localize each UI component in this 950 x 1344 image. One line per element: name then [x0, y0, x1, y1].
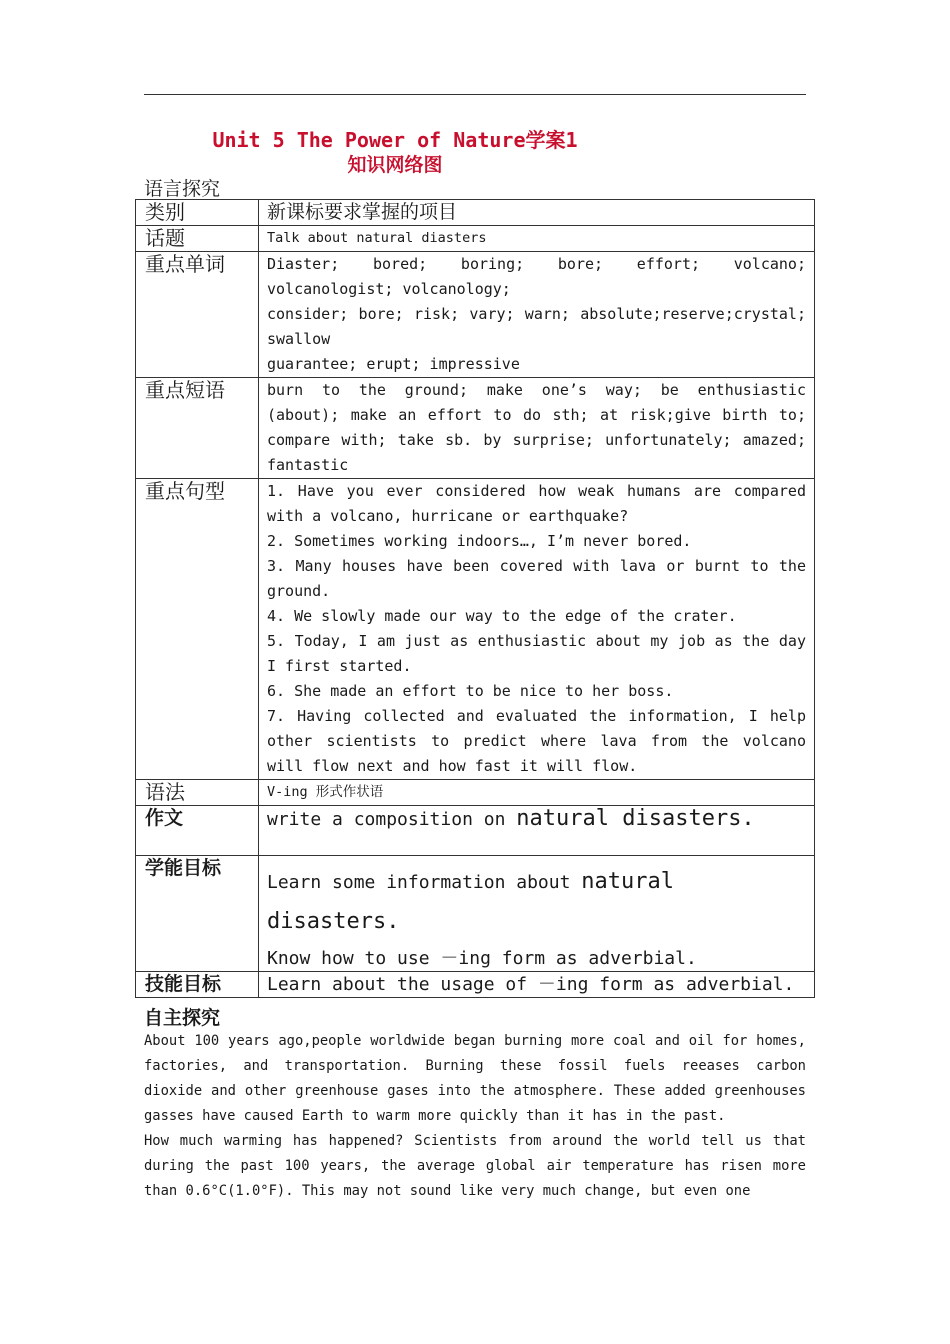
table-value: V-ing 形式作状语 [259, 780, 815, 806]
table-row [136, 972, 815, 998]
table-value: 新课标要求掌握的项目 [259, 200, 815, 226]
writing-text-large: natural disasters. [516, 806, 755, 831]
section-label-self-study: 自主探究 [144, 1007, 221, 1029]
table-value: burn to the ground; make one’s way; be enthusiastic (about); make an effort to do sth; at risk;give birth to; compare with; take sb. by surprise; unfortunately; amazed; fantastic [259, 378, 815, 479]
header-rule [144, 94, 806, 95]
table-key: 语法 [136, 780, 259, 806]
table-key: 重点短语 [136, 378, 259, 479]
table-key: 技能目标 [136, 972, 259, 998]
table-value: Talk about natural diasters [259, 226, 815, 252]
table-key: 重点句型 [136, 479, 259, 780]
table-key: 话题 [136, 226, 259, 252]
table-row [136, 252, 815, 378]
ability-line: Know how to use －ing form as adverbial. [267, 948, 697, 969]
table-key: 作文 [136, 806, 259, 856]
table-row [136, 200, 815, 226]
table-row [136, 226, 815, 252]
table-value [259, 856, 815, 972]
table-row [136, 806, 815, 856]
sentence-item: 7. Having collected and evaluated the information, I help other scientists to predict where lava from the volcano will flow next and how fast it will flow. [267, 707, 806, 775]
sentence-item: 2. Sometimes working indoors…, I’m never bored. [267, 532, 692, 550]
knowledge-table [135, 199, 815, 998]
table-value: Learn about the usage of －ing form as adverbial. [259, 972, 815, 998]
word-line: consider; bore; risk; vary; warn; absolute;reserve;crystal; swallow [267, 305, 806, 348]
table-row [136, 780, 815, 806]
reading-passage [144, 1029, 806, 1204]
sentence-item: 3. Many houses have been covered with lava or burnt to the ground. [267, 557, 806, 600]
word-line: guarantee; erupt; impressive [267, 355, 520, 373]
table-value [259, 806, 815, 856]
document-subtitle: 知识网络图 [347, 154, 443, 176]
passage-paragraph: How much warming has happened? Scientists from around the world tell us that during the past 100 years, the average global air temperature has risen more than 0.6°C(1.0°F). This may not sound like very much change, but even one [144, 1133, 806, 1199]
sentence-item: 6. She made an effort to be nice to her boss. [267, 682, 674, 700]
table-key: 类别 [136, 200, 259, 226]
table-row [136, 479, 815, 780]
sentence-item: 1. Have you ever considered how weak humans are compared with a volcano, hurricane or earthquake? [267, 482, 806, 525]
table-key: 重点单词 [136, 252, 259, 378]
table-key: 学能目标 [136, 856, 259, 972]
table-row [136, 378, 815, 479]
section-label-language: 语言探究 [144, 178, 221, 200]
word-line: Diaster; bored; boring; bore; effort; volcano; volcanologist; volcanology; [267, 255, 806, 298]
passage-paragraph: About 100 years ago,people worldwide began burning more coal and oil for homes, factories, and transportation. Burning these fossil fuels reeases carbon dioxide and other greenhouse gases into the atmosphere. These added greenhouses gasses have caused Earth to warm more quickly than it has in the past. [144, 1033, 806, 1124]
document-title: Unit 5 The Power of Nature学案1 [212, 128, 578, 152]
table-row [136, 856, 815, 972]
sentence-item: 5. Today, I am just as enthusiastic about my job as the day I first started. [267, 632, 806, 675]
table-value [259, 252, 815, 378]
writing-text: write a composition on [267, 809, 506, 830]
sentence-item: 4. We slowly made our way to the edge of the crater. [267, 607, 737, 625]
ability-text: Learn some information about [267, 872, 571, 893]
ability-line [267, 856, 806, 897]
ability-text-large: natural [581, 869, 674, 894]
table-value [259, 479, 815, 780]
ability-line: disasters. [267, 909, 400, 934]
